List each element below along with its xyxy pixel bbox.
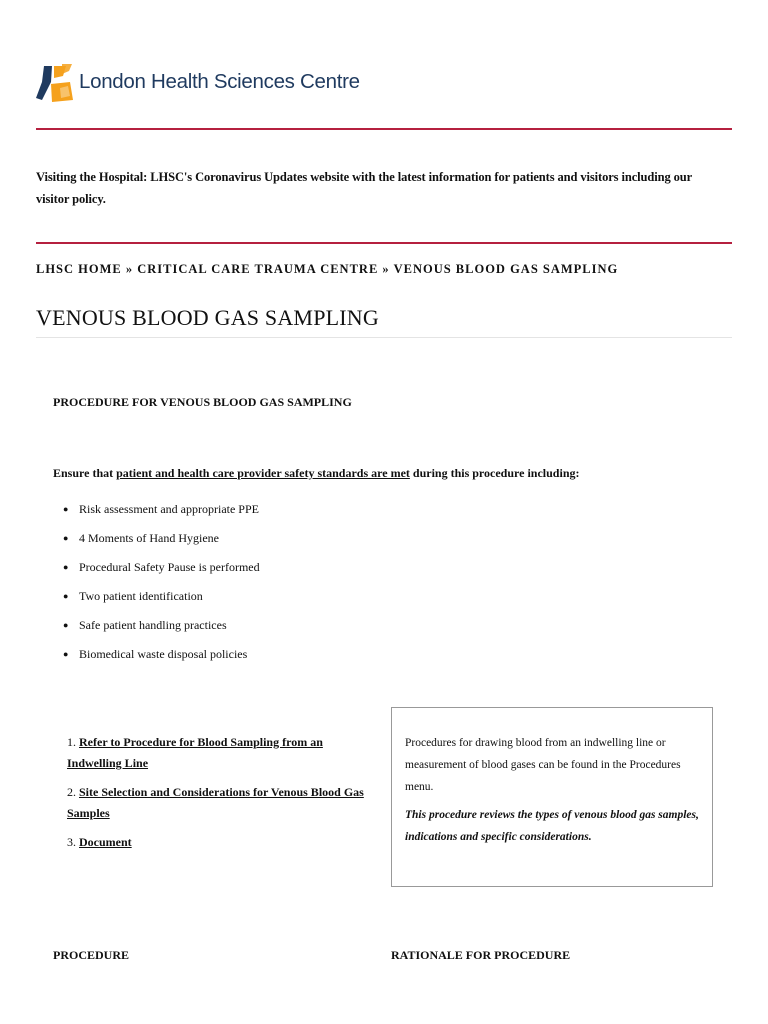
section-heading: PROCEDURE FOR VENOUS BLOOD GAS SAMPLING (53, 395, 352, 409)
list-item-label: Procedural Safety Pause is performed (79, 560, 260, 574)
alert-divider (36, 242, 732, 244)
coronavirus-updates-link[interactable]: LHSC's Coronavirus Updates (150, 170, 308, 184)
list-item-label: 4 Moments of Hand Hygiene (79, 531, 219, 545)
step-item (67, 782, 367, 824)
step-number: 2. (67, 785, 76, 799)
list-item-label: Risk assessment and appropriate PPE (79, 502, 259, 516)
bullet-icon: ● (63, 533, 69, 543)
rationale-column-heading: RATIONALE FOR PROCEDURE (391, 948, 571, 962)
safety-intro (53, 466, 579, 481)
safety-standards-link[interactable]: patient and health care provider safety standards are met (116, 466, 410, 480)
breadcrumb-current: VENOUS BLOOD GAS SAMPLING (393, 262, 619, 276)
visitor-alert (36, 166, 726, 210)
intro-prefix: Ensure that (53, 466, 117, 480)
lhsc-logo-icon (36, 62, 74, 102)
step-number: 3. (67, 835, 76, 849)
safety-checklist (63, 500, 260, 674)
bullet-icon: ● (63, 504, 69, 514)
procedure-steps (67, 732, 367, 861)
intro-suffix: during this procedure including: (409, 466, 580, 480)
alert-suffix: website with the latest information for patients and visitors including our visitor policy. (36, 170, 692, 206)
list-item (63, 500, 260, 529)
info-box (391, 707, 713, 887)
procedure-column-heading: PROCEDURE (53, 948, 130, 962)
bullet-icon: ● (63, 620, 69, 630)
title-divider (36, 337, 732, 338)
site-selection-link[interactable]: Site Selection and Considerations for Venous Blood Gas Samples (67, 785, 364, 820)
blood-sampling-procedure-link[interactable]: Refer to Procedure for Blood Sampling from an Indwelling Line (67, 735, 323, 770)
list-item-label: Two patient identification (79, 589, 203, 603)
step-number: 1. (67, 735, 76, 749)
list-item (63, 587, 260, 616)
list-item-label: Biomedical waste disposal policies (79, 647, 248, 661)
document-link[interactable]: Document (79, 835, 132, 849)
header-divider (36, 128, 732, 130)
info-emphasis: This procedure reviews the types of venous blood gas samples, indications and specific considerations. (405, 809, 699, 843)
bullet-icon: ● (63, 649, 69, 659)
breadcrumb-section-link[interactable]: CRITICAL CARE TRAUMA CENTRE (137, 262, 379, 276)
bullet-icon: ● (63, 562, 69, 572)
step-item (67, 732, 367, 774)
breadcrumb-separator: » (125, 262, 134, 276)
breadcrumb-home-link[interactable]: LHSC HOME (36, 262, 122, 276)
list-item (63, 645, 260, 674)
info-text: Procedures for drawing blood from an indwelling line or measurement of blood gases can be found in the Procedures menu. (405, 737, 681, 793)
list-item (63, 616, 260, 645)
page-title: VENOUS BLOOD GAS SAMPLING (36, 305, 379, 330)
list-item-label: Safe patient handling practices (79, 618, 227, 632)
alert-prefix: Visiting the Hospital: (36, 170, 151, 184)
list-item (63, 529, 260, 558)
breadcrumb-separator: » (382, 262, 390, 276)
breadcrumb (36, 262, 618, 277)
logo-text: London Health Sciences Centre (79, 70, 360, 93)
bullet-icon: ● (63, 591, 69, 601)
step-item (67, 832, 367, 853)
lhsc-logo[interactable] (36, 62, 360, 102)
list-item (63, 558, 260, 587)
